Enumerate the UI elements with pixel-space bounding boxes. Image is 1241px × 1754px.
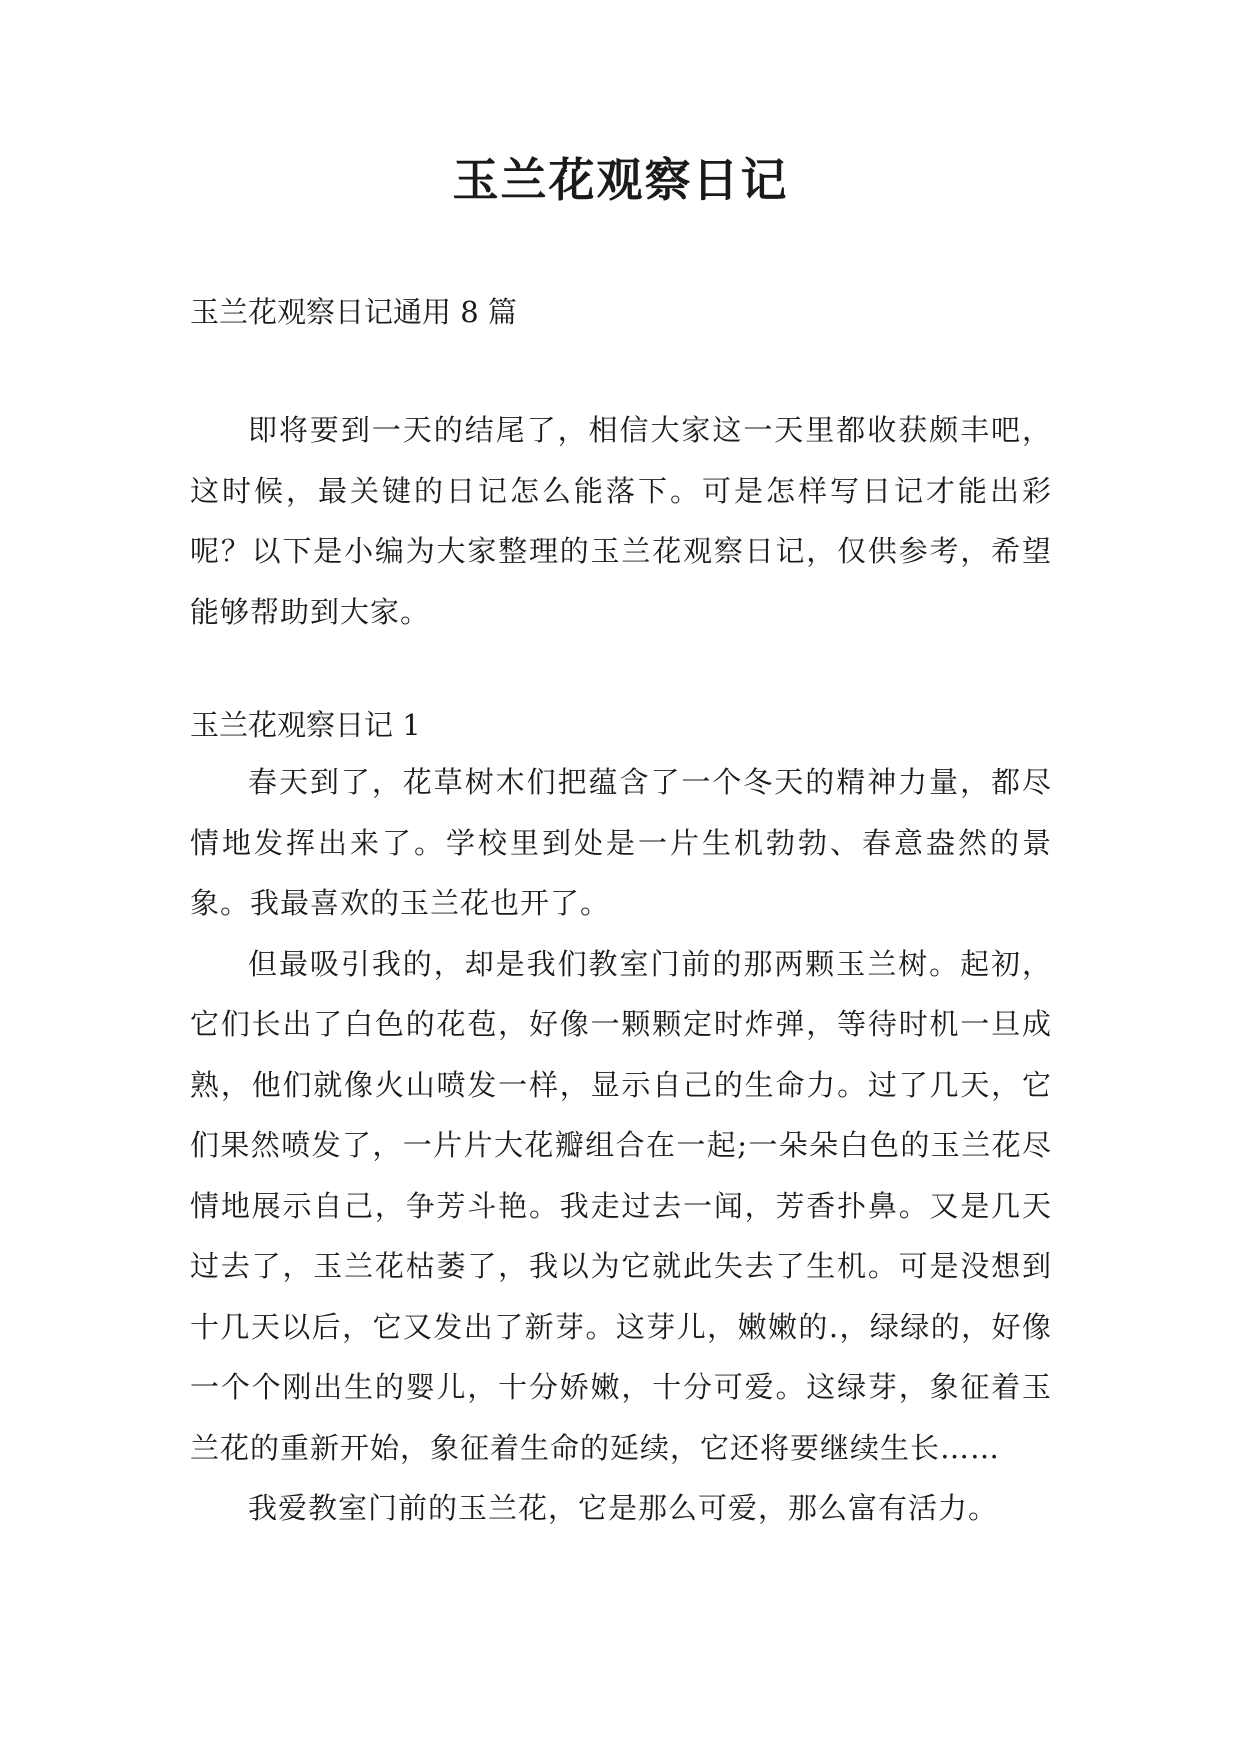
diary-body xyxy=(190,752,1052,1539)
section-heading: 玉兰花观察日记 1 xyxy=(190,708,421,742)
diary-paragraph: 但最吸引我的，却是我们教室门前的那两颗玉兰树。起初，它们长出了白色的花苞，好像一颗颗定时炸弹，等待时机一旦成熟，他们就像火山喷发一样，显示自己的生命力。过了几天，它们果然喷发了，一片片大花瓣组合在一起;一朵朵白色的玉兰花尽情地展示自己，争芳斗艳。我走过去一闻，芳香扑鼻。又是几天过去了，玉兰花枯萎了，我以为它就此失去了生机。可是没想到十几天以后，它又发出了新芽。这芽儿，嫩嫩的.，绿绿的，好像一个个刚出生的婴儿，十分娇嫩，十分可爱。这绿芽，象征着玉兰花的重新开始，象征着生命的延续，它还将要继续生长…… xyxy=(190,946,1052,1465)
document-title: 玉兰花观察日记 xyxy=(452,153,789,207)
diary-paragraph: 春天到了，花草树木们把蕴含了一个冬天的精神力量，都尽情地发挥出来了。学校里到处是一片生机勃勃、春意盎然的景象。我最喜欢的玉兰花也开了。 xyxy=(190,765,1052,920)
intro-text: 即将要到一天的结尾了，相信大家这一天里都收获颇丰吧，这时候，最关键的日记怎么能落下。可是怎样写日记才能出彩呢？以下是小编为大家整理的玉兰花观察日记，仅供参考，希望能够帮助到大家。 xyxy=(190,413,1052,629)
document-subtitle: 玉兰花观察日记通用 8 篇 xyxy=(190,295,517,329)
intro-paragraph xyxy=(190,400,1052,642)
diary-paragraph: 我爱教室门前的玉兰花，它是那么可爱，那么富有活力。 xyxy=(248,1491,999,1525)
